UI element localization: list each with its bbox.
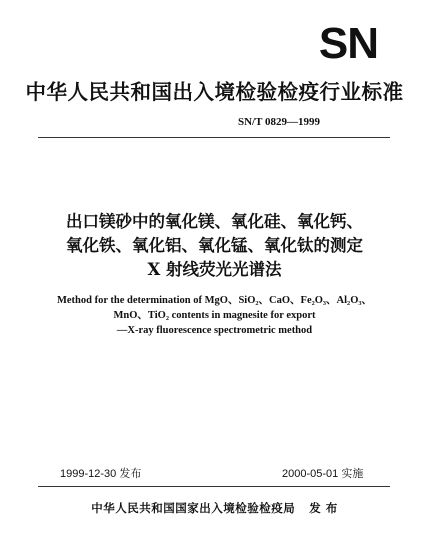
sn-logo: SN: [318, 19, 378, 68]
english-title-line-2: MnO、TiO₂ contents in magnesite for export: [113, 310, 316, 321]
chinese-title: [0, 210, 429, 282]
english-title-line-3: —X-ray fluorescence spectrometric method: [116, 325, 313, 336]
implementation-date: 2000-05-01 实施: [282, 468, 364, 480]
publisher-suffix: 发 布: [309, 501, 338, 515]
top-divider: [38, 137, 390, 138]
english-title: [0, 293, 429, 338]
standard-code: SN/T 0829—1999: [238, 116, 321, 128]
publisher-line: [0, 500, 429, 516]
chinese-title-line-1: 出口镁砂中的氧化镁、氧化硅、氧化钙、: [66, 212, 363, 231]
standard-category-title: 中华人民共和国出入境检验检疫行业标准: [25, 80, 404, 104]
chinese-title-line-2: 氧化铁、氧化铝、氧化锰、氧化钛的测定: [66, 236, 363, 255]
publisher-name: 中华人民共和国国家出入境检验检疫局: [91, 501, 296, 515]
english-title-line-1: Method for the determination of MgO、SiO₂、CaO、Fe₂O₃、Al₂O₃、: [56, 295, 373, 306]
bottom-divider: [38, 486, 390, 487]
chinese-title-line-3: X 射线荧光光谱法: [147, 260, 282, 279]
issue-date: 1999-12-30 发布: [60, 468, 142, 480]
